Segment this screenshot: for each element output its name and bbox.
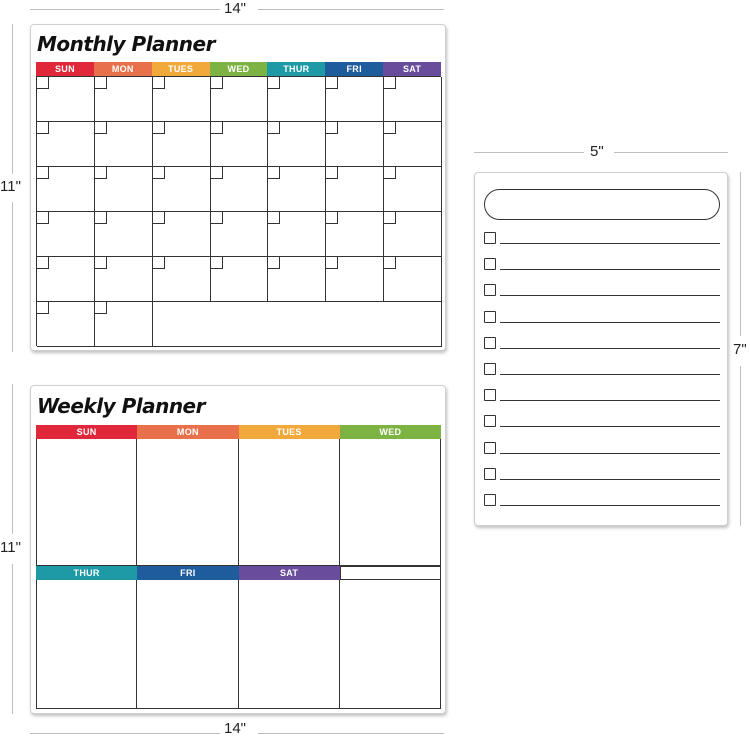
weekly-day-cell[interactable] [239, 439, 340, 566]
calendar-day-cell[interactable] [268, 167, 326, 212]
date-number-box [95, 122, 107, 134]
checklist-line[interactable] [500, 322, 720, 323]
monthly-planner-title: Monthly Planner [37, 32, 215, 56]
calendar-day-cell[interactable] [326, 257, 384, 302]
calendar-day-cell[interactable] [211, 122, 269, 167]
list-width-line-right [614, 152, 728, 153]
monthly-header-tues: TUES [152, 62, 210, 76]
date-number-box [153, 167, 165, 179]
date-number-box [384, 77, 396, 89]
date-number-box [37, 122, 49, 134]
checklist-checkbox[interactable] [484, 363, 496, 375]
date-number-box [153, 77, 165, 89]
date-number-box [95, 257, 107, 269]
list-width-line-left [474, 152, 584, 153]
calendar-day-cell[interactable] [37, 212, 95, 257]
date-number-box [268, 77, 280, 89]
weekly-header-sun: SUN [36, 425, 137, 439]
checklist-board [474, 172, 728, 526]
date-number-box [326, 212, 338, 224]
weekly-height-label: 11" [0, 539, 21, 556]
calendar-day-cell[interactable] [384, 122, 442, 167]
monthly-header-sat: SAT [383, 62, 441, 76]
calendar-day-cell[interactable] [268, 257, 326, 302]
calendar-day-cell[interactable] [153, 167, 211, 212]
date-number-box [384, 167, 396, 179]
weekly-header-mon: MON [137, 425, 238, 439]
weekly-day-cell[interactable] [36, 439, 137, 566]
monthly-header-fri: FRI [325, 62, 383, 76]
checklist-checkbox[interactable] [484, 258, 496, 270]
list-height-label: 7" [733, 341, 747, 358]
calendar-day-cell[interactable] [211, 212, 269, 257]
calendar-day-cell[interactable] [37, 77, 95, 122]
calendar-day-cell[interactable] [268, 212, 326, 257]
weekly-day-cell[interactable] [137, 439, 238, 566]
date-number-box [268, 167, 280, 179]
weekly-header-wed: WED [340, 425, 441, 439]
weekly-height-line-bottom [12, 564, 13, 714]
weekly-day-cell[interactable] [36, 580, 137, 709]
monthly-height-line-bottom [12, 202, 13, 352]
calendar-day-cell[interactable] [326, 122, 384, 167]
weekly-day-cell[interactable] [239, 580, 340, 709]
checklist-checkbox[interactable] [484, 494, 496, 506]
weekly-planner-title: Weekly Planner [37, 394, 205, 418]
date-number-box [95, 77, 107, 89]
weekly-day-cell[interactable] [340, 439, 441, 566]
date-number-box [211, 257, 223, 269]
checklist-line[interactable] [500, 295, 720, 296]
weekly-height-line-top [12, 384, 13, 534]
monthly-height-label: 11" [0, 178, 21, 195]
date-number-box [211, 77, 223, 89]
monthly-width-line-right [258, 9, 444, 10]
weekly-day-cell[interactable] [137, 580, 238, 709]
list-title-field[interactable] [484, 189, 720, 220]
weekly-width-line-left [30, 733, 220, 734]
weekly-header-sat: SAT [239, 566, 340, 580]
calendar-day-cell[interactable] [268, 77, 326, 122]
date-number-box [326, 257, 338, 269]
calendar-day-cell[interactable] [326, 167, 384, 212]
weekly-grid [36, 425, 441, 709]
checklist-checkbox[interactable] [484, 415, 496, 427]
calendar-day-cell[interactable] [95, 77, 153, 122]
checklist-line[interactable] [500, 243, 720, 244]
date-number-box [384, 212, 396, 224]
calendar-day-cell[interactable] [95, 212, 153, 257]
checklist-line[interactable] [500, 400, 720, 401]
date-number-box [153, 212, 165, 224]
list-width-label: 5" [590, 143, 604, 160]
weekly-header-tues: TUES [239, 425, 340, 439]
monthly-calendar-grid [36, 76, 441, 346]
calendar-day-cell[interactable] [95, 167, 153, 212]
calendar-day-cell[interactable] [95, 257, 153, 302]
calendar-day-cell[interactable] [95, 122, 153, 167]
date-number-box [384, 257, 396, 269]
calendar-day-cell[interactable] [37, 302, 95, 347]
date-number-box [95, 212, 107, 224]
monthly-header-mon: MON [94, 62, 152, 76]
checklist-line[interactable] [500, 426, 720, 427]
date-number-box [268, 212, 280, 224]
weekly-header-fri: FRI [137, 566, 238, 580]
calendar-day-cell[interactable] [326, 77, 384, 122]
date-number-box [37, 212, 49, 224]
monthly-width-label: 14" [224, 0, 247, 17]
calendar-day-cell[interactable] [326, 212, 384, 257]
date-number-box [326, 77, 338, 89]
date-number-box [37, 167, 49, 179]
calendar-day-cell[interactable] [268, 122, 326, 167]
monthly-planner-board [30, 24, 446, 351]
date-number-box [37, 77, 49, 89]
date-number-box [326, 122, 338, 134]
date-number-box [95, 302, 107, 314]
checklist-checkbox[interactable] [484, 284, 496, 296]
monthly-header-sun: SUN [36, 62, 94, 76]
date-number-box [268, 122, 280, 134]
checklist-line[interactable] [500, 479, 720, 480]
monthly-header-thur: THUR [267, 62, 325, 76]
date-number-box [153, 122, 165, 134]
calendar-day-cell[interactable] [95, 302, 153, 347]
date-number-box [211, 122, 223, 134]
monthly-width-line-left [30, 9, 220, 10]
calendar-day-cell[interactable] [384, 257, 442, 302]
calendar-day-cell[interactable] [384, 167, 442, 212]
calendar-day-cell[interactable] [37, 167, 95, 212]
calendar-day-cell[interactable] [211, 167, 269, 212]
checklist-line[interactable] [500, 348, 720, 349]
calendar-day-cell[interactable] [153, 212, 211, 257]
calendar-day-cell[interactable] [37, 257, 95, 302]
checklist-checkbox[interactable] [484, 468, 496, 480]
calendar-day-cell[interactable] [211, 257, 269, 302]
checklist-checkbox[interactable] [484, 337, 496, 349]
checklist-line[interactable] [500, 505, 720, 506]
checklist-checkbox[interactable] [484, 389, 496, 401]
checklist-checkbox[interactable] [484, 232, 496, 244]
calendar-day-cell[interactable] [153, 122, 211, 167]
date-number-box [37, 257, 49, 269]
date-number-box [211, 167, 223, 179]
checklist-line[interactable] [500, 374, 720, 375]
weekly-planner-board [30, 385, 446, 714]
date-number-box [37, 302, 49, 314]
monthly-height-line-top [12, 24, 13, 174]
date-number-box [326, 167, 338, 179]
calendar-day-cell[interactable] [153, 257, 211, 302]
calendar-day-cell[interactable] [384, 77, 442, 122]
notes-area[interactable] [153, 302, 442, 347]
date-number-box [153, 257, 165, 269]
monthly-header-wed: WED [210, 62, 268, 76]
date-number-box [384, 122, 396, 134]
weekly-header-thur: THUR [36, 566, 137, 580]
checklist-checkbox[interactable] [484, 442, 496, 454]
calendar-day-cell[interactable] [153, 77, 211, 122]
date-number-box [95, 167, 107, 179]
weekly-width-line-right [258, 733, 444, 734]
list-height-line-top [740, 172, 741, 336]
checklist-line[interactable] [500, 269, 720, 270]
weekly-day-cell[interactable] [340, 580, 441, 709]
weekly-width-label: 14" [224, 720, 247, 737]
calendar-day-cell[interactable] [211, 77, 269, 122]
date-number-box [268, 257, 280, 269]
checklist-checkbox[interactable] [484, 311, 496, 323]
date-number-box [211, 212, 223, 224]
checklist-line[interactable] [500, 453, 720, 454]
list-height-line-bottom [740, 366, 741, 526]
calendar-day-cell[interactable] [37, 122, 95, 167]
calendar-day-cell[interactable] [384, 212, 442, 257]
